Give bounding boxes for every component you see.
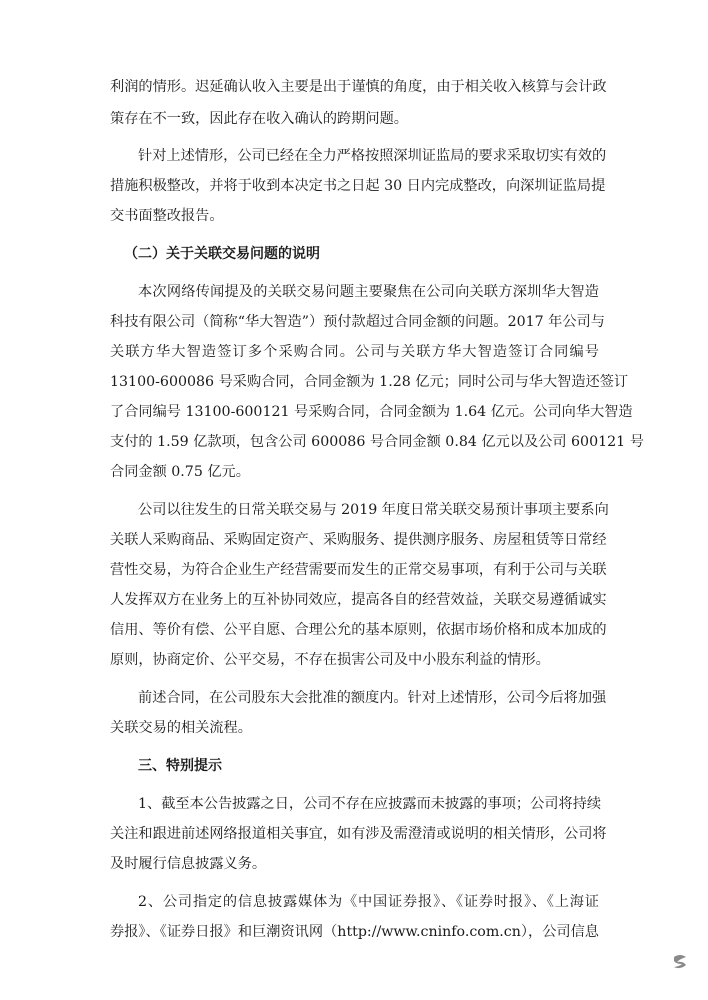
section-heading: 三、特别提示 bbox=[138, 758, 222, 774]
paragraph-line: 本次网络传闻提及的关联交易问题主要聚焦在公司向关联方深圳华大智造 bbox=[138, 284, 599, 300]
paragraph-line: 及时履行信息披露义务。 bbox=[110, 856, 267, 872]
paragraph-line: 合同金额 0.75 亿元。 bbox=[110, 464, 250, 480]
section-heading: （二）关于关联交易问题的说明 bbox=[124, 246, 320, 262]
paragraph-line: 措施积极整改，并将于收到本决定书之日起 30 日内完成整改，向深圳证监局提 bbox=[110, 178, 606, 194]
paragraph-line: 原则，协商定价、公平交易，不存在损害公司及中小股东利益的情形。 bbox=[110, 652, 550, 668]
paragraph-line: 信用、等价有偿、公平自愿、合理公允的基本原则，依据市场价格和成本加成的 bbox=[110, 622, 607, 638]
paragraph-line: 前述合同，在公司股东大会批准的额度内。针对上述情形，公司今后将加强 bbox=[138, 690, 607, 706]
cninfo-swirl-icon bbox=[671, 953, 689, 973]
paragraph-line: 人发挥双方在业务上的互补协同效应，提高各自的经营效益，关联交易遵循诚实 bbox=[110, 592, 607, 608]
paragraph-line: 针对上述情形，公司已经在全力严格按照深圳证监局的要求采取切实有效的 bbox=[138, 148, 607, 164]
paragraph-line: 关注和跟进前述网络报道相关事宜，如有涉及需澄清或说明的相关情形，公司将 bbox=[110, 826, 607, 842]
paragraph-line: 1、截至本公告披露之日，公司不存在应披露而未披露的事项；公司将持续 bbox=[138, 796, 602, 812]
paragraph-line: 券报》、《证券日报》和巨潮资讯网（http://www.cninfo.com.cn），公司信息 bbox=[110, 924, 599, 940]
paragraph-line: 营性交易，为符合企业生产经营需要而发生的正常交易事项，有利于公司与关联 bbox=[110, 562, 607, 578]
paragraph-line: 13100-600086 号采购合同，合同金额为 1.28 亿元；同时公司与华大智造还签订 bbox=[110, 374, 629, 390]
paragraph-line: 了合同编号 13100-600121 号采购合同，合同金额为 1.64 亿元。公司向华大智造 bbox=[110, 404, 633, 420]
paragraph-line: 科技有限公司（简称“华大智造”）预付款超过合同金额的问题。2017 年公司与 bbox=[110, 314, 605, 330]
paragraph-line: 利润的情形。迟延确认收入主要是出于谨慎的角度，由于相关收入核算与会计政 bbox=[110, 79, 607, 95]
paragraph-line: 2、公司指定的信息披露媒体为《中国证券报》、《证券时报》、《上海证 bbox=[138, 894, 599, 910]
paragraph-line: 关联人采购商品、采购固定资产、采购服务、提供测序服务、房屋租赁等日常经 bbox=[110, 532, 607, 548]
paragraph-line: 关联方华大智造签订多个采购合同。公司与关联方华大智造签订合同编号 bbox=[110, 344, 599, 360]
cninfo-watermark-logo bbox=[624, 953, 694, 993]
paragraph-line: 公司以往发生的日常关联交易与 2019 年度日常关联交易预计事项主要系向 bbox=[138, 502, 609, 518]
paragraph-line: 策存在不一致，因此存在收入确认的跨期问题。 bbox=[110, 111, 408, 127]
paragraph-line: 交书面整改报告。 bbox=[110, 208, 224, 224]
paragraph-line: 关联交易的相关流程。 bbox=[110, 720, 252, 736]
paragraph-line: 支付的 1.59 亿款项，包含公司 600086 号合同金额 0.84 亿元以及公司 600121 号 bbox=[110, 434, 644, 450]
